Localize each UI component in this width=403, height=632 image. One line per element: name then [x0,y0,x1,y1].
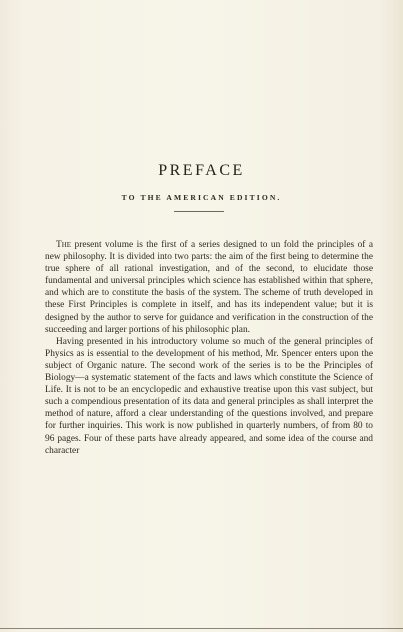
paragraph-text: present volume is the first of a series designed to un fold the principles of a new philosophy. It is divided into two parts: the aim of the first being to determine the true sphere of all rational investigation, and of the second, to elucidate those fundamental and universal principles which science has established within that sphere, and which are to constitute the basis of the system. The scheme of truth developed in these First Principles is complete in itself, and has its independent value; but it is designed by the author to serve for guidance and verification in the construction of the succeeding and larger portions of his philosophic plan. [45,240,373,335]
page-bottom-edge [0,628,403,629]
title-divider [174,211,224,212]
page-title: PREFACE [158,162,245,179]
body-text [45,239,373,457]
paragraph [45,239,373,336]
paragraph-lead-word: The [56,240,72,250]
paragraph: Having presented in his introductory volume so much of the general principles of Physics as is essential to the development of his method, Mr. Spencer enters upon the subject of Organic nature. The second work of the series is to be the Principles of Biology—a systematic statement of the facts and laws which constitute the Science of Life. It is not to be an encyclopedic and exhaustive treatise upon this vast subject, but such a compendious presentation of its data and general principles as shall interpret the method of nature, afford a clear understanding of the questions involved, and prepare for further inquiries. This work is now published in quarterly numbers, of from 80 to 96 pages. Four of these parts have already appeared, and some idea of the course and character [45,336,373,456]
page-subtitle: TO THE AMERICAN EDITION. [121,193,282,202]
